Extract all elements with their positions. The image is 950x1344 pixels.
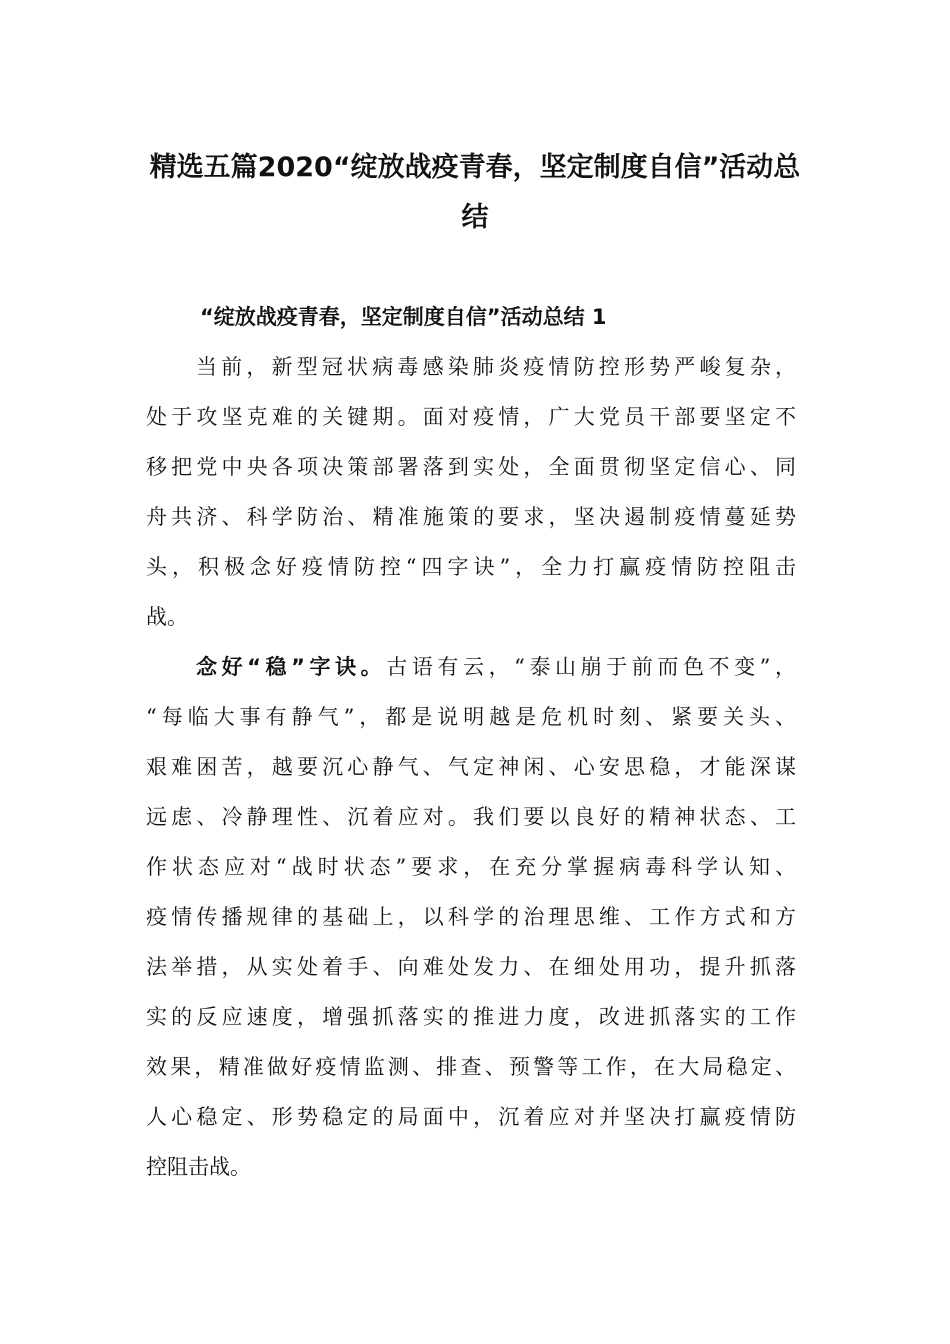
paragraph-2-first-line-rest: 古语有云，“泰山崩于前而色不变”， bbox=[386, 655, 796, 679]
paragraph-2-line-3: 艰难困苦，越要沉心静气、气定神闲、心安思稳，才能深谋 bbox=[146, 755, 796, 779]
paragraph-2-line-5: 作状态应对“战时状态”要求，在充分掌握病毒科学认知、 bbox=[146, 855, 796, 879]
paragraph-2-line-6: 疫情传播规律的基础上，以科学的治理思维、工作方式和方 bbox=[146, 905, 796, 929]
paragraph-1-line-6: 战。 bbox=[146, 605, 188, 629]
paragraph-1-line-4: 舟共济、科学防治、精准施策的要求，坚决遏制疫情蔓延势 bbox=[146, 505, 796, 529]
paragraph-2-line-4: 远虑、冷静理性、沉着应对。我们要以良好的精神状态、工 bbox=[146, 805, 796, 829]
document-title-line-1: 精选五篇2020“绽放战疫青春，坚定制度自信”活动总 bbox=[149, 152, 801, 183]
paragraph-2-line-2: “每临大事有静气”，都是说明越是危机时刻、紧要关头、 bbox=[146, 705, 796, 729]
document-title-line-2: 结 bbox=[461, 202, 489, 233]
paragraph-2-line-9: 效果，精准做好疫情监测、排查、预警等工作，在大局稳定、 bbox=[146, 1055, 796, 1079]
paragraph-2-line-1 bbox=[196, 652, 796, 682]
paragraph-1-line-5: 头，积极念好疫情防控“四字诀”，全力打赢疫情防控阻击 bbox=[146, 555, 796, 579]
paragraph-1-line-2: 处于攻坚克难的关键期。面对疫情，广大党员干部要坚定不 bbox=[146, 405, 796, 429]
paragraph-2-lead: 念好“稳”字诀。 bbox=[196, 655, 387, 679]
section-heading: “绽放战疫青春，坚定制度自信”活动总结 1 bbox=[200, 305, 607, 329]
paragraph-2-line-10: 人心稳定、形势稳定的局面中，沉着应对并坚决打赢疫情防 bbox=[146, 1105, 796, 1129]
paragraph-1-line-1: 当前，新型冠状病毒感染肺炎疫情防控形势严峻复杂， bbox=[196, 355, 796, 379]
paragraph-1-line-3: 移把党中央各项决策部署落到实处，全面贯彻坚定信心、同 bbox=[146, 455, 796, 479]
paragraph-2-line-8: 实的反应速度，增强抓落实的推进力度，改进抓落实的工作 bbox=[146, 1005, 796, 1029]
paragraph-2-line-11: 控阻击战。 bbox=[146, 1155, 251, 1179]
paragraph-2-line-7: 法举措，从实处着手、向难处发力、在细处用功，提升抓落 bbox=[146, 955, 796, 979]
